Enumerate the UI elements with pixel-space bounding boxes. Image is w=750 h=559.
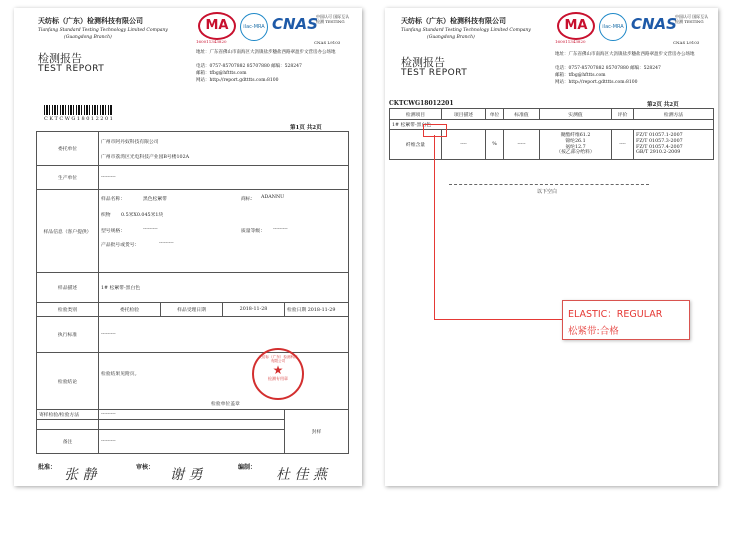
ilac-logo bbox=[240, 13, 268, 41]
item-name: 纤维含量 bbox=[390, 130, 442, 160]
cnas-subtitle: 中国认可 国际互认 检测 TESTING bbox=[316, 14, 350, 24]
measured-line: 聚酯纤维61.2 bbox=[560, 133, 591, 139]
receive-date-value: 2018-11-28 bbox=[223, 303, 285, 317]
report-number: CKTCWG18012201 bbox=[389, 100, 454, 107]
info-table bbox=[36, 131, 349, 454]
report-title-en: TEST REPORT bbox=[401, 68, 468, 78]
review-signature: 谢 勇 bbox=[170, 467, 203, 483]
method-line: FZ/T 01057.4-2007 bbox=[636, 144, 683, 150]
callout-line-1: ELASTIC：REGULAR bbox=[568, 309, 663, 320]
remark-label: 备注 bbox=[37, 430, 99, 454]
item-standard: ----- bbox=[504, 130, 540, 160]
sample-row-label: 1# 松紧带-黑白色 bbox=[390, 120, 714, 130]
report-title-cn: 检测报告 bbox=[401, 56, 445, 69]
cnas-logo: CNAS bbox=[272, 15, 318, 33]
lab-email: 邮箱：tfbg@hfttts.com bbox=[196, 71, 247, 76]
approve-label: 批准： bbox=[38, 464, 57, 471]
cnas-logo: CNAS bbox=[631, 15, 677, 33]
standard-label: 执行标准 bbox=[37, 317, 99, 353]
sample-info-label: 样品信息（客户提供） bbox=[37, 190, 99, 273]
lab-address: 地址：广东省佛山市南海区大沥镇盐步穗盐西路翠盈步文营房办公场地 bbox=[196, 50, 336, 55]
header-cell: 项目描述 bbox=[442, 109, 486, 120]
ma-logo-text: MA bbox=[205, 18, 229, 33]
header-cell: 实测值 bbox=[540, 109, 612, 120]
lab-phone: 电话：0757-85707882 85707880 邮编：528247 bbox=[196, 64, 302, 69]
page-info: 第2页 共2页 bbox=[647, 102, 679, 108]
compile-label: 编制： bbox=[238, 464, 257, 471]
stamp-sub: 检测专用章 bbox=[268, 376, 288, 381]
compile-signature: 杜 佳 燕 bbox=[276, 467, 327, 483]
lab-phone: 电话：0757-85707882 85707880 邮编：528247 bbox=[555, 66, 661, 71]
report-title-en: TEST REPORT bbox=[38, 64, 105, 74]
test-type-label: 检验类别 bbox=[37, 303, 99, 317]
model-label: 型号规格： bbox=[101, 229, 125, 234]
receive-date-label: 样品受理日期 bbox=[161, 303, 223, 317]
lab-name: 天纺标（广东）检测科技有限公司 bbox=[38, 16, 143, 25]
table-row bbox=[37, 317, 349, 353]
standard-value: --------- bbox=[99, 317, 349, 353]
composition-label: 织物 bbox=[101, 213, 111, 218]
sample-name-value: 黑色松紧带 bbox=[143, 197, 167, 202]
client-address: 广州市荔湾区光电科技产业园B号楼102A bbox=[101, 154, 190, 160]
test-type-value: 委托检验 bbox=[99, 303, 161, 317]
conclusion-value: 检验结果见附页。 bbox=[101, 372, 140, 377]
report-page-1 bbox=[14, 8, 362, 486]
test-date-label: 检验日期 bbox=[287, 308, 307, 313]
lab-name-en-branch: (Guangdong Branch) bbox=[427, 35, 475, 40]
table-row bbox=[37, 132, 349, 166]
manufacturer-label: 生产单位 bbox=[37, 166, 99, 190]
review-label: 审核： bbox=[136, 464, 155, 471]
test-date-value: 2018-11-29 bbox=[307, 308, 336, 313]
ilac-logo-text: ilac-MRA bbox=[602, 24, 624, 30]
table-row bbox=[37, 410, 349, 420]
attachment-label: 封样 bbox=[285, 410, 349, 454]
report-number: CKTCWG18012201 bbox=[44, 116, 115, 122]
item-unit: % bbox=[486, 130, 504, 160]
ilac-logo-text: ilac-MRA bbox=[243, 24, 265, 30]
ma-logo bbox=[557, 12, 595, 40]
lab-website: 网站：http://report.gdtttts.com:8100 bbox=[555, 80, 638, 85]
remark-value: --------- bbox=[99, 430, 285, 454]
client-cell bbox=[99, 132, 349, 166]
composition-value: 0.5米X0.045米1块 bbox=[121, 213, 164, 218]
lab-email: 邮箱：tfbg@hfttts.com bbox=[555, 73, 606, 78]
empty-cell bbox=[37, 420, 99, 430]
stamp-text: 天纺标（广东）检测科技有限公司 bbox=[258, 355, 298, 363]
results-header-row bbox=[390, 109, 714, 120]
sample-exchange-label: 寄样检验/检验方法 bbox=[37, 410, 99, 420]
item-measured bbox=[540, 130, 612, 160]
test-date-cell bbox=[285, 303, 349, 317]
header-cell: 单位 bbox=[486, 109, 504, 120]
grade-value: --------- bbox=[273, 227, 288, 232]
method-line: FZ/T 01057.3-2007 bbox=[636, 138, 683, 144]
ma-logo-text: MA bbox=[564, 18, 588, 33]
header-cell: 检测方法 bbox=[634, 109, 714, 120]
lab-name-en: Tianfang Standard Testing Technology Limited Company bbox=[38, 28, 168, 33]
page-info: 第1页 共2页 bbox=[290, 125, 322, 131]
lab-name: 天纺标（广东）检测科技有限公司 bbox=[401, 16, 506, 25]
table-row bbox=[37, 166, 349, 190]
lab-website: 网站：http://report.gdtttts.com:8100 bbox=[196, 78, 279, 83]
lab-name-en: Tianfang Standard Testing Technology Limited Company bbox=[401, 28, 531, 33]
cnas-number: CNAS L9103 bbox=[314, 40, 341, 45]
table-row bbox=[37, 190, 349, 273]
ilac-logo bbox=[599, 13, 627, 41]
ma-logo bbox=[198, 12, 236, 40]
client-name: 广州市阿丹奴科技有限公司 bbox=[101, 139, 159, 145]
conclusion-callout bbox=[562, 300, 690, 340]
stamp-star-icon: ★ bbox=[272, 363, 284, 377]
report-barcode bbox=[44, 105, 112, 115]
empty-cell bbox=[99, 420, 285, 430]
lab-name-en-branch: (Guangdong Branch) bbox=[64, 35, 112, 40]
conclusion-cell bbox=[99, 353, 349, 410]
item-desc: ---- bbox=[442, 130, 486, 160]
lab-address: 地址：广东省佛山市南海区大沥镇盐步穗盐西路翠盈步文营房办公场地 bbox=[555, 52, 695, 57]
header-cell: 检测项目 bbox=[390, 109, 442, 120]
model-value: --------- bbox=[143, 227, 158, 232]
batch-value: --------- bbox=[159, 241, 174, 246]
end-text: 以下空白 bbox=[537, 189, 558, 195]
ma-number: 160011343820 bbox=[196, 39, 227, 44]
method-line: GB/T 2910.2-2009 bbox=[636, 150, 681, 156]
measured-line: 锦纶26.1 bbox=[565, 138, 586, 144]
end-divider bbox=[449, 184, 649, 185]
manufacturer-value: --------- bbox=[99, 166, 349, 190]
sample-name-label: 样品名称： bbox=[101, 197, 125, 202]
connector-horizontal bbox=[434, 319, 562, 320]
header-cell: 评价 bbox=[612, 109, 634, 120]
callout-line-2: 松紧带:合格 bbox=[568, 326, 619, 337]
sample-desc-value: 1# 松紧带-黑白色 bbox=[99, 273, 349, 303]
method-line: FZ/T 01057.1-2007 bbox=[636, 133, 683, 139]
sample-desc-label: 样品描述 bbox=[37, 273, 99, 303]
table-row bbox=[37, 303, 349, 317]
report-title-cn: 检测报告 bbox=[38, 52, 82, 65]
header-cell: 标准值 bbox=[504, 109, 540, 120]
item-evaluation: ---- bbox=[612, 130, 634, 160]
sample-exchange-value: --------- bbox=[99, 410, 285, 420]
brand-value: ADANNU bbox=[261, 195, 285, 200]
grade-label: 质量等级： bbox=[241, 229, 265, 234]
table-row bbox=[37, 273, 349, 303]
ma-number: 160011343820 bbox=[555, 39, 586, 44]
item-methods bbox=[634, 130, 714, 160]
measured-line: 氨纶12.7 bbox=[565, 144, 586, 150]
conclusion-label: 检验结论 bbox=[37, 353, 99, 410]
connector-vertical bbox=[434, 135, 435, 319]
cnas-subtitle: 中国认可 国际互认 检测 TESTING bbox=[675, 14, 709, 24]
batch-label: 产品批号或货号： bbox=[101, 243, 140, 248]
client-label: 委托单位 bbox=[37, 132, 99, 166]
stamp-note: 检验单位盖章 bbox=[211, 402, 240, 407]
highlight-box bbox=[423, 124, 447, 137]
measured-line: （按乙部分给料） bbox=[556, 150, 595, 156]
approve-signature: 张 静 bbox=[64, 467, 97, 483]
sample-info-cell bbox=[99, 190, 349, 273]
official-stamp bbox=[252, 348, 304, 400]
brand-label: 商标： bbox=[241, 197, 256, 202]
cnas-number: CNAS L9103 bbox=[673, 40, 700, 45]
